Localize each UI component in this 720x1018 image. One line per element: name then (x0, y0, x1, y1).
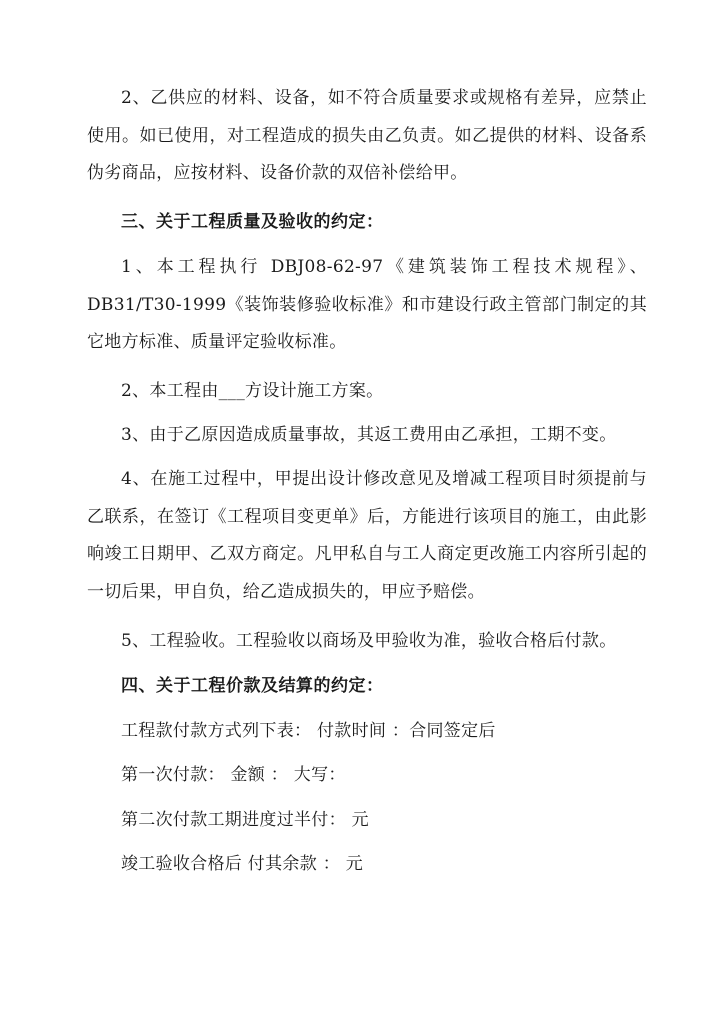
paragraph-payment-method: 工程款付款方式列下表： 付款时间 ：合同签定后 (121, 721, 496, 741)
paragraph-quality-accident: 3、由于乙原因造成质量事故，其返工费用由乙承担，工期不变。 (121, 425, 617, 445)
paragraph-first-payment: 第一次付款： 金额 ： 大写： (121, 765, 346, 785)
section-heading-quality: 三、关于工程质量及验收的约定： (121, 212, 384, 232)
paragraph-final-payment: 竣工验收合格后 付其余款 ： 元 (121, 854, 364, 874)
paragraph-design-plan: 2、本工程由___方设计施工方案。 (121, 381, 384, 401)
paragraph-standards: 1、本工程执行 DBJ08-62-97《建筑装饰工程技术规程》、DB31/T30-1999《装饰装修验收标准》和市建设行政主管部门制定的其它地方标准、质量评定验收标准。 (87, 257, 647, 352)
paragraph-design-changes: 4、在施工过程中，甲提出设计修改意见及增减工程项目时须提前与乙联系，在签订《工程项目变更单》后，方能进行该项目的施工，由此影响竣工日期甲、乙双方商定。凡甲私自与工人商定更改施工内容所引起的一切后果，甲自负，给乙造成损失的，甲应予赔偿。 (87, 469, 647, 602)
paragraph-acceptance: 5、工程验收。工程验收以商场及甲验收为准，验收合格后付款。 (121, 631, 617, 651)
paragraph-second-payment: 第二次付款工期进度过半付： 元 (121, 810, 369, 830)
paragraph-material-supply: 2、乙供应的材料、设备，如不符合质量要求或规格有差异，应禁止使用。如已使用，对工程造成的损失由乙负责。如乙提供的材料、设备系伪劣商品，应按材料、设备价款的双倍补偿给甲。 (87, 88, 647, 183)
section-heading-payment: 四、关于工程价款及结算的约定： (121, 676, 384, 696)
